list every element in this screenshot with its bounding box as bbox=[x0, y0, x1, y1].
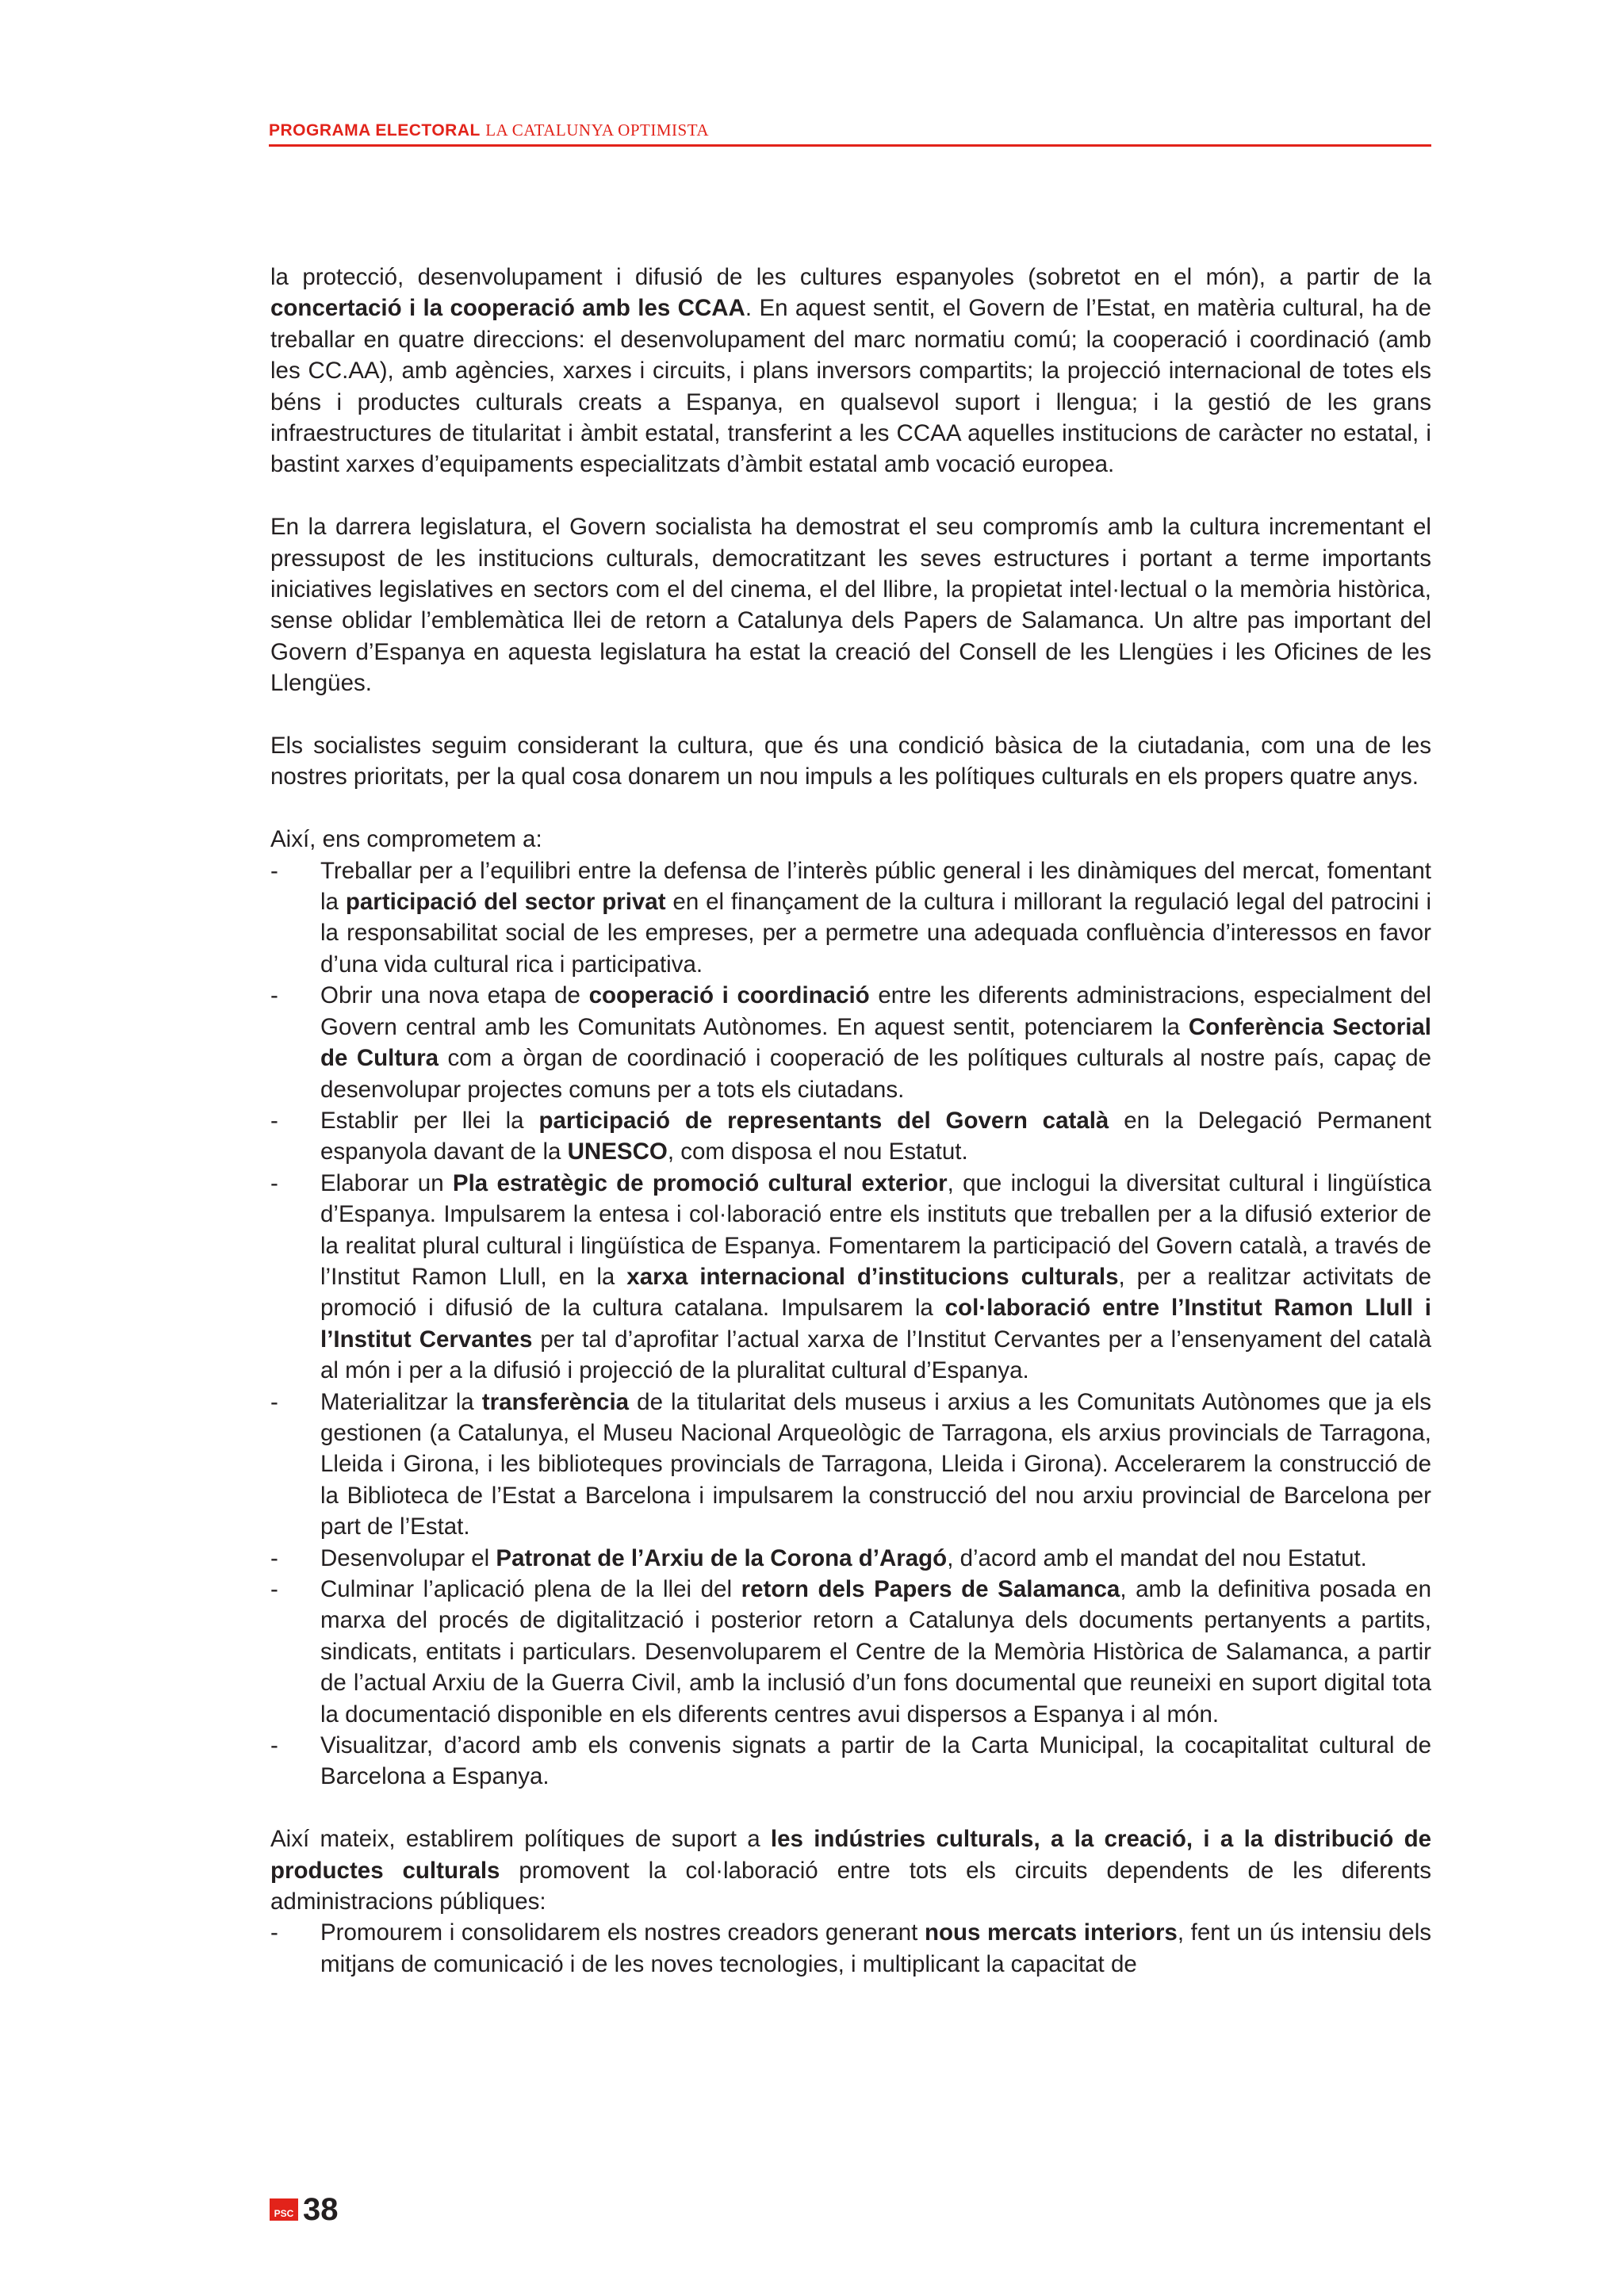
list-item: - Establir per llei la participació de representants del Govern català en la Delegació Permanent espanyola davant de la UNESCO, com disposa el nou Estatut. bbox=[270, 1105, 1431, 1168]
list-dash: - bbox=[270, 982, 278, 1009]
paragraph-legislature: En la darrera legislatura, el Govern socialista ha demostrat el seu compromís amb la cultura incrementant el pressupost de les institucions culturals, democratitzant les seves estructures i portant a terme importants iniciatives legislatives en sectors com el del cinema, el del llibre, la propietat intel·lectual o la memòria històrica, sense oblidar l’emblemàtica llei de retorn a Catalunya dels Papers de Salamanca. Un altre pas important del Govern d’Espanya en aquesta legislatura ha estat la creació del Consell de les Llengües i les Oficines de les Llengües. bbox=[270, 514, 1431, 697]
header-program-label: PROGRAMA ELECTORAL bbox=[269, 121, 481, 140]
list-dash: - bbox=[270, 1919, 278, 1946]
paragraph-intro: la protecció, desenvolupament i difusió de les cultures espanyoles (sobretot en el món), a partir de la concertació i la cooperació amb les CCAA. En aquest sentit, el Govern de l’Estat, en matèria cultural, ha de treballar en quatre direccions: el desenvolupament del marc normatiu comú; la cooperació i coordinació (amb les CC.AA), amb agències, xarxes i circuits, i plans inversors compartits; la projecció internacional de totes els béns i productes culturals creats a Espanya, en qualsevol suport i llengua; i la gestió de les grans infraestructures de titularitat i àmbit estatal, transferint a les CCAA aquelles institucions de caràcter no estatal, i bastint xarxes d’equipaments especialitzats d’àmbit estatal amb vocació europea. bbox=[270, 264, 1431, 478]
list-dash: - bbox=[270, 857, 278, 884]
list-dash: - bbox=[270, 1576, 278, 1603]
paragraph-commitments-intro: Així, ens comprometem a: bbox=[270, 826, 542, 853]
paragraph-cultural-industries: Així mateix, establirem polítiques de suport a les indústries culturals, a la creació, i a la distribució de productes culturals promovent la col·laboració entre tots els circuits dependents de les diferents administracions públiques: bbox=[270, 1826, 1431, 1915]
header-title: LA CATALUNYA OPTIMISTA bbox=[485, 121, 710, 140]
list-item: - Visualitzar, d’acord amb els convenis signats a partir de la Carta Municipal, la cocapitalitat cultural de Barcelona a Espanya. bbox=[270, 1730, 1431, 1793]
list-item: - Desenvolupar el Patronat de l’Arxiu de la Corona d’Aragó, d’acord amb el mandat del nou Estatut. bbox=[270, 1543, 1431, 1574]
industries-list bbox=[270, 1917, 1431, 1980]
list-dash: - bbox=[270, 1732, 278, 1759]
list-item: - Elaborar un Pla estratègic de promoció cultural exterior, que inclogui la diversitat cultural i lingüística d’Espanya. Impulsarem la entesa i col·laboració entre els instituts que treballen per a la difusió exterior de la realitat plural cultural i lingüística de Espanya. Fomentarem la participació del Govern català, a través de l’Institut Ramon Llull, en la xarxa internacional d’institucions culturals, per a realitzar activitats de promoció i difusió de la cultura catalana. Impulsarem la col·laboració entre l’Institut Ramon Llull i l’Institut Cervantes per tal d’aprofitar l’actual xarxa de l’Institut Cervantes per a l’ensenyament del català al món i per a la difusió i projecció de la pluralitat cultural d’Espanya. bbox=[270, 1168, 1431, 1387]
list-item: - Obrir una nova etapa de cooperació i coordinació entre les diferents administracions, especialment del Govern central amb les Comunitats Autònomes. En aquest sentit, potenciarem la Conferència Sectorial de Cultura com a òrgan de coordinació i cooperació de les polítiques culturals al nostre país, capaç de desenvolupar projectes comuns per a tots els ciutadans. bbox=[270, 980, 1431, 1105]
running-header bbox=[269, 120, 1431, 147]
list-item: - Materialitzar la transferència de la titularitat dels museus i arxius a les Comunitats Autònomes que ja els gestionen (a Catalunya, el Museu Nacional Arqueològic de Tarragona, els arxius provincials de Tarragona, Lleida i Girona, i les biblioteques provincials de Tarragona, Lleida i Girona). Accelerarem la construcció de la Biblioteca de l’Estat a Barcelona i impulsarem la construcció del nou arxiu provincial de Barcelona per part de l’Estat. bbox=[270, 1387, 1431, 1543]
list-item: - Promourem i consolidarem els nostres creadors generant nous mercats interiors, fent un ús intensiu dels mitjans de comunicació i de les noves tecnologies, i multiplicant la capacitat de bbox=[270, 1917, 1431, 1980]
paragraph-priorities: Els socialistes seguim considerant la cultura, que és una condició bàsica de la ciutadania, com una de les nostres prioritats, per la qual cosa donarem un nou impuls a les polítiques culturals en els propers quatre anys. bbox=[270, 733, 1431, 790]
list-dash: - bbox=[270, 1107, 278, 1134]
list-dash: - bbox=[270, 1169, 278, 1196]
list-item: - Culminar l’aplicació plena de la llei del retorn dels Papers de Salamanca, amb la definitiva posada en marxa del procés de digitalització i posterior retorn a Catalunya dels documents pertanyents a partits, sindicats, entitats i particulars. Desenvoluparem el Centre de la Memòria Històrica de Salamanca, a partir de l’actual Arxiu de la Guerra Civil, amb la inclusió d’un fons documental que reuneixi en suport digital tota la documentació disponible en els diferents centres avui dispersos a Espanya i al món. bbox=[270, 1574, 1431, 1730]
list-dash: - bbox=[270, 1388, 278, 1415]
psc-logo: PSC bbox=[270, 2198, 298, 2221]
commitments-list bbox=[270, 855, 1431, 1793]
document-body bbox=[270, 262, 1431, 1980]
page-footer bbox=[270, 2193, 339, 2226]
list-item: - Treballar per a l’equilibri entre la defensa de l’interès públic general i les dinàmiques del mercat, fomentant la participació del sector privat en el finançament de la cultura i millorant la regulació legal del patrocini i la responsabilitat social de les empreses, per a permetre una adequada confluència d’interessos en favor d’una vida cultural rica i participativa. bbox=[270, 855, 1431, 981]
page-number: 38 bbox=[303, 2192, 339, 2227]
list-dash: - bbox=[270, 1544, 278, 1571]
